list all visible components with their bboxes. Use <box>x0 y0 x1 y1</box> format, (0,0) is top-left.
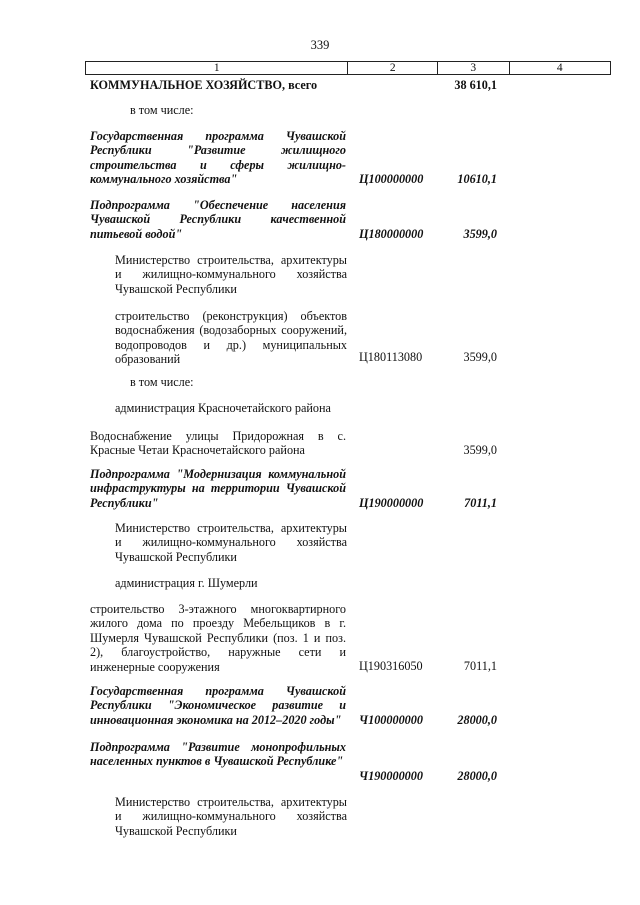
row-code: Ц180113080 <box>359 350 423 364</box>
column-header-4: 4 <box>509 62 610 75</box>
row-text: Министерство строительства, архитектуры и жилищно-коммунального хозяйства Чувашской Республики <box>115 253 347 296</box>
row-code: Ч190000000 <box>359 769 423 783</box>
row-text: КОММУНАЛЬНОЕ ХОЗЯЙСТВО, всего <box>90 78 318 92</box>
row-text: администрация г. Шумерли <box>115 576 258 590</box>
row-text: Министерство строительства, архитектуры и жилищно-коммунального хозяйства Чувашской Республики <box>115 521 347 564</box>
column-header-row <box>86 62 611 75</box>
row-amount: 7011,1 <box>464 496 497 510</box>
row-amount: 7011,1 <box>463 659 497 673</box>
row-text: Подпрограмма "Обеспечение населения Чувашской Республики качественной питьевой водой" <box>90 198 346 241</box>
column-header-3: 3 <box>437 62 509 75</box>
row-text: Подпрограмма "Модернизация коммунальной инфраструктуры на территории Чувашской Республики" <box>90 467 346 510</box>
row-code: Ц190000000 <box>359 496 424 510</box>
row-code: Ч100000000 <box>359 713 423 727</box>
row-amount: 3599,0 <box>463 350 497 364</box>
row-text: в том числе: <box>130 375 194 389</box>
row-text: строительство 3-этажного многоквартирного жилого дома по проезду Мебельщиков в г. Шумерля Чувашской Республики (поз. 1 и поз. 2), благоустройство, наружные сети и инженерные сооружения <box>90 602 346 674</box>
row-text: Государственная программа Чувашской Республики "Развитие жилищного строительства и сферы жилищно-коммунального хозяйства" <box>90 129 346 187</box>
row-amount: 38 610,1 <box>454 78 497 92</box>
row-text: строительство (реконструкция) объектов водоснабжения (водозаборных сооружений, водопроводов и др.) муниципальных образований <box>115 309 347 367</box>
column-header-1: 1 <box>86 62 348 75</box>
row-text: в том числе: <box>130 103 194 117</box>
row-code: Ц190316050 <box>359 659 423 673</box>
row-text: Подпрограмма "Развитие монопрофильных населенных пунктов в Чувашской Республике" <box>90 740 346 769</box>
row-text: администрация Красночетайского района <box>115 401 331 415</box>
row-code: Ц180000000 <box>359 227 424 241</box>
row-amount: 28000,0 <box>457 713 497 727</box>
column-header-table <box>85 61 611 75</box>
row-amount: 3599,0 <box>463 227 497 241</box>
row-text: Министерство строительства, архитектуры и жилищно-коммунального хозяйства Чувашской Республики <box>115 795 347 838</box>
column-header-2: 2 <box>348 62 438 75</box>
row-text: Водоснабжение улицы Придорожная в с. Красные Четаи Красночетайского района <box>90 429 346 458</box>
row-code: Ц100000000 <box>359 172 424 186</box>
row-amount: 10610,1 <box>457 172 497 186</box>
row-amount: 3599,0 <box>463 443 497 457</box>
row-text: Государственная программа Чувашской Республики "Экономическое развитие и инновационная экономика на 2012–2020 годы" <box>90 684 346 727</box>
page-number: 339 <box>310 38 330 52</box>
row-amount: 28000,0 <box>457 769 497 783</box>
